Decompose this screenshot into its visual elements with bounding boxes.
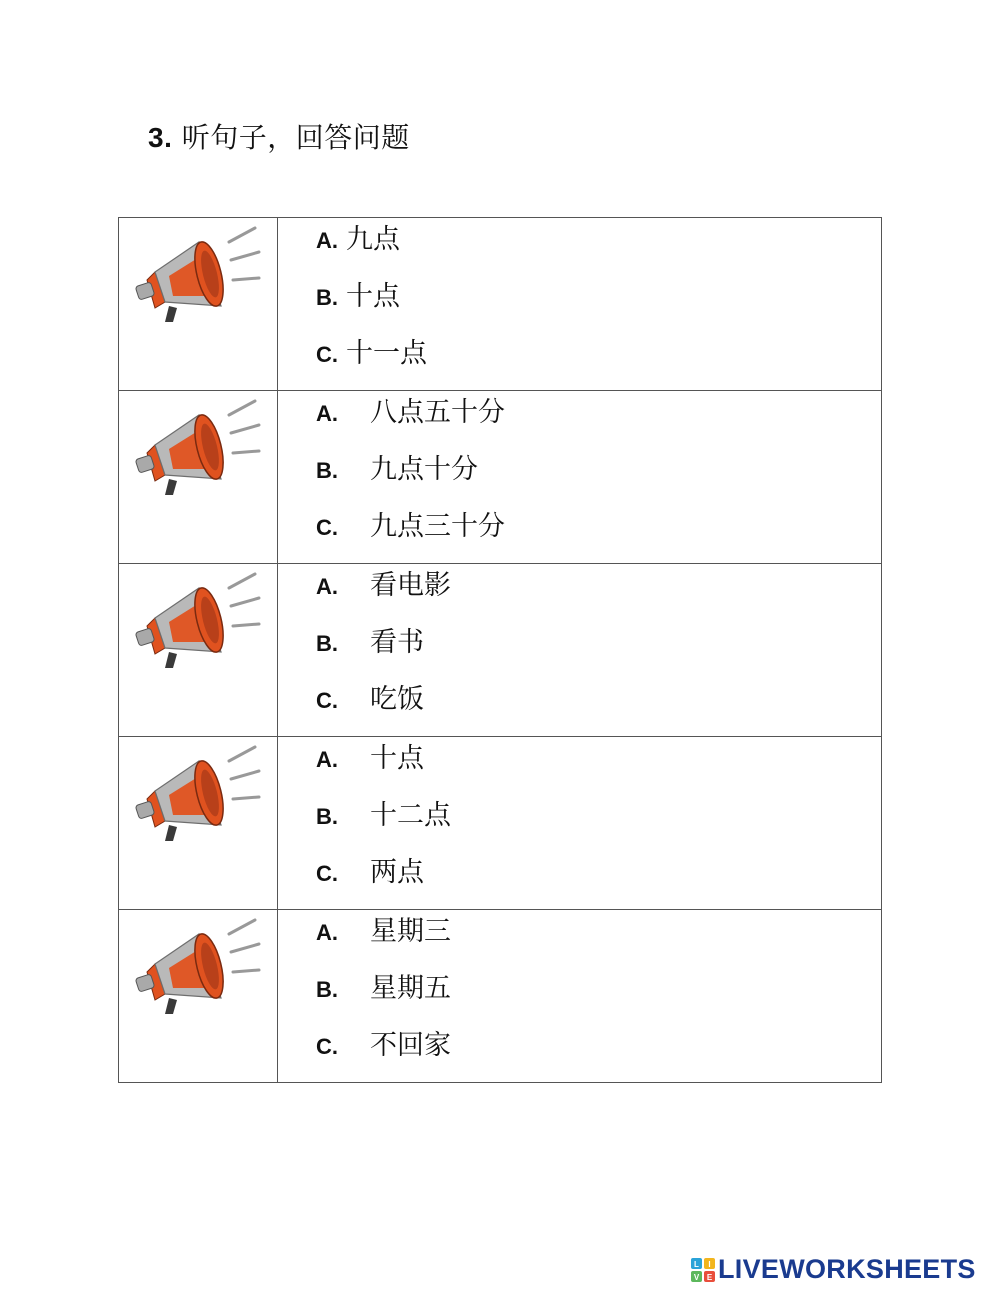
megaphone-icon[interactable] <box>129 564 269 674</box>
option-c[interactable] <box>316 336 427 372</box>
option-letter: A. <box>316 574 338 599</box>
question-table <box>118 217 882 1083</box>
option-text: 吃饭 <box>370 684 424 715</box>
option-letter: B. <box>316 977 338 1002</box>
option-text: 十一点 <box>346 338 427 369</box>
option-c[interactable] <box>316 509 505 545</box>
option-b[interactable] <box>316 971 451 1007</box>
options-cell <box>278 564 882 737</box>
option-text: 九点 <box>346 224 400 255</box>
option-letter: A. <box>316 747 338 772</box>
option-letter: A. <box>316 401 338 426</box>
megaphone-icon[interactable] <box>129 391 269 501</box>
question-number: 3. <box>148 122 173 153</box>
option-text: 不回家 <box>370 1030 451 1061</box>
option-text: 八点五十分 <box>370 397 505 428</box>
option-text: 星期五 <box>370 973 451 1004</box>
question-instruction: 听句子，回答问题 <box>181 121 410 154</box>
option-letter: B. <box>316 631 338 656</box>
option-text: 十二点 <box>370 800 451 831</box>
option-letter: A. <box>316 920 338 945</box>
question-row <box>119 391 882 564</box>
svg-text:L: L <box>694 1259 699 1269</box>
audio-cell <box>119 910 278 1083</box>
option-a[interactable] <box>316 395 505 431</box>
question-row <box>119 737 882 910</box>
option-text: 十点 <box>346 281 400 312</box>
option-letter: C. <box>316 861 338 886</box>
option-c[interactable] <box>316 1028 451 1064</box>
svg-text:I: I <box>708 1259 711 1269</box>
option-text: 看电影 <box>370 570 451 601</box>
option-text: 十点 <box>370 743 424 774</box>
audio-cell <box>119 218 278 391</box>
svg-text:E: E <box>706 1272 713 1282</box>
option-a[interactable] <box>316 568 451 604</box>
option-c[interactable] <box>316 682 424 718</box>
option-letter: C. <box>316 688 338 713</box>
options-cell <box>278 737 882 910</box>
brand-logo[interactable] <box>691 1254 976 1285</box>
options-cell <box>278 391 882 564</box>
audio-cell <box>119 564 278 737</box>
option-text: 九点十分 <box>370 454 478 485</box>
option-text: 两点 <box>370 857 424 888</box>
question-row <box>119 218 882 391</box>
option-text: 星期三 <box>370 916 451 947</box>
options-cell <box>278 910 882 1083</box>
megaphone-icon[interactable] <box>129 737 269 847</box>
option-letter: B. <box>316 804 338 829</box>
audio-cell <box>119 391 278 564</box>
option-a[interactable] <box>316 914 451 950</box>
liveworksheets-logo-icon <box>691 1258 715 1282</box>
option-text: 九点三十分 <box>370 511 505 542</box>
option-a[interactable] <box>316 222 400 258</box>
option-letter: C. <box>316 515 338 540</box>
option-c[interactable] <box>316 855 424 891</box>
svg-text:V: V <box>693 1272 700 1282</box>
megaphone-icon[interactable] <box>129 910 269 1020</box>
option-letter: C. <box>316 342 338 367</box>
option-b[interactable] <box>316 625 424 661</box>
options-cell <box>278 218 882 391</box>
question-heading <box>148 116 410 156</box>
option-a[interactable] <box>316 741 424 777</box>
option-b[interactable] <box>316 452 478 488</box>
audio-cell <box>119 737 278 910</box>
option-b[interactable] <box>316 279 400 315</box>
option-text: 看书 <box>370 627 424 658</box>
option-letter: A. <box>316 228 338 253</box>
megaphone-icon[interactable] <box>129 218 269 328</box>
option-letter: C. <box>316 1034 338 1059</box>
brand-name: LIVEWORKSHEETS <box>718 1254 976 1284</box>
option-letter: B. <box>316 285 338 310</box>
question-row <box>119 564 882 737</box>
option-b[interactable] <box>316 798 451 834</box>
question-row <box>119 910 882 1083</box>
option-letter: B. <box>316 458 338 483</box>
